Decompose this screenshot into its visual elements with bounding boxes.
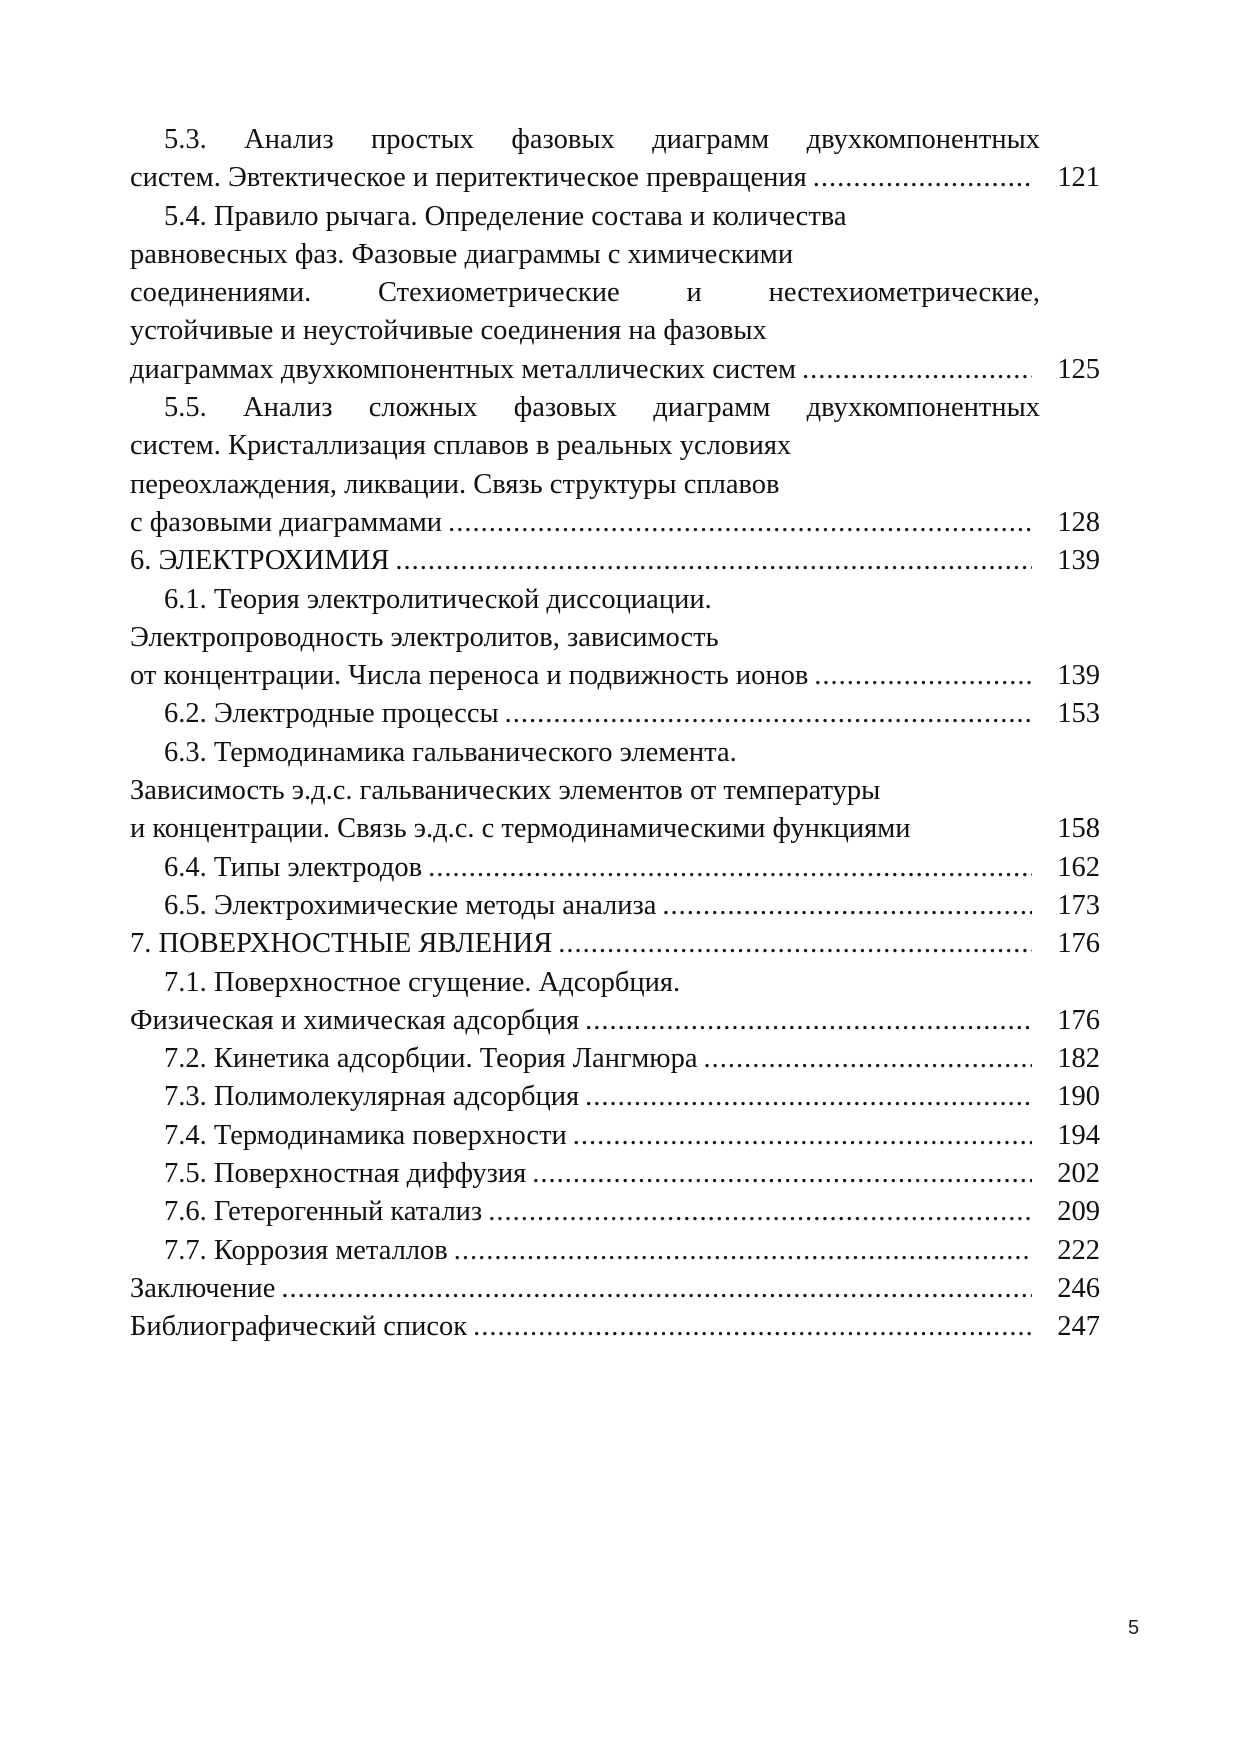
dot-leader bbox=[802, 351, 1032, 389]
toc-text: 6.2. Электродные процессы bbox=[164, 698, 499, 730]
toc-entry-7-4[interactable] bbox=[130, 1117, 1100, 1155]
toc-line bbox=[130, 695, 1100, 733]
toc-line bbox=[130, 351, 1100, 389]
toc-page-number: 162 bbox=[1057, 851, 1100, 883]
table-of-contents bbox=[130, 121, 1100, 1347]
toc-line bbox=[130, 734, 1100, 772]
toc-line bbox=[130, 1270, 1100, 1308]
toc-line bbox=[130, 1117, 1100, 1155]
dot-leader bbox=[488, 1193, 1032, 1231]
toc-text: Заключение bbox=[130, 1272, 276, 1304]
toc-line bbox=[130, 1155, 1100, 1193]
toc-page-number: 153 bbox=[1057, 698, 1100, 730]
toc-entry-7-1[interactable] bbox=[130, 964, 1100, 1041]
toc-text: 7.1. Поверхностное сгущение. Адсорбция. bbox=[164, 966, 681, 998]
dot-leader bbox=[703, 1040, 1032, 1078]
toc-text: 7.4. Термодинамика поверхности bbox=[164, 1119, 567, 1151]
toc-line bbox=[130, 466, 1100, 504]
toc-line bbox=[130, 198, 1100, 236]
toc-line bbox=[130, 964, 1100, 1002]
toc-line bbox=[130, 1232, 1100, 1270]
toc-text: 6.5. Электрохимические методы анализа bbox=[164, 889, 657, 921]
toc-entry-5-5[interactable] bbox=[130, 389, 1100, 542]
toc-line bbox=[130, 389, 1040, 427]
dot-leader bbox=[281, 1270, 1032, 1308]
toc-text: 7.6. Гетерогенный катализ bbox=[164, 1196, 483, 1228]
toc-text: 7.3. Полимолекулярная адсорбция bbox=[164, 1081, 580, 1113]
toc-entry-7-2[interactable] bbox=[130, 1040, 1100, 1078]
toc-page-number: 246 bbox=[1057, 1272, 1100, 1304]
toc-line bbox=[130, 159, 1100, 197]
toc-page-number: 247 bbox=[1057, 1311, 1100, 1343]
toc-page-number: 202 bbox=[1057, 1158, 1100, 1190]
toc-line bbox=[130, 1308, 1100, 1346]
dot-leader bbox=[585, 1002, 1032, 1040]
toc-text: с фазовыми диаграммами bbox=[130, 506, 443, 538]
toc-entry-5-3[interactable] bbox=[130, 121, 1100, 198]
dot-leader bbox=[395, 542, 1032, 580]
toc-entry-7[interactable] bbox=[130, 925, 1100, 963]
toc-line bbox=[130, 657, 1100, 695]
toc-page-number: 182 bbox=[1057, 1043, 1100, 1075]
toc-text: равновесных фаз. Фазовые диаграммы с химическими bbox=[130, 238, 794, 270]
toc-line bbox=[130, 121, 1040, 159]
toc-page-number: 173 bbox=[1057, 889, 1100, 921]
toc-text: и концентрации. Связь э.д.с. с термодинамическими функциями bbox=[130, 813, 911, 845]
toc-line bbox=[130, 619, 1100, 657]
toc-entry-7-7[interactable] bbox=[130, 1232, 1100, 1270]
dot-leader bbox=[813, 159, 1032, 197]
toc-entry-conclusion[interactable] bbox=[130, 1270, 1100, 1308]
toc-entry-5-4[interactable] bbox=[130, 198, 1100, 389]
toc-text: систем. Эвтектическое и перитектическое превращения bbox=[130, 162, 807, 194]
toc-line bbox=[130, 427, 1100, 465]
toc-line bbox=[130, 274, 1040, 312]
toc-entry-7-6[interactable] bbox=[130, 1193, 1100, 1231]
page-number: 5 bbox=[1128, 1617, 1140, 1639]
dot-leader bbox=[662, 887, 1032, 925]
toc-text: 7.5. Поверхностная диффузия bbox=[164, 1158, 527, 1190]
toc-text: переохлаждения, ликвации. Связь структуры сплавов bbox=[130, 468, 780, 500]
dot-leader bbox=[428, 849, 1032, 887]
toc-entry-6[interactable] bbox=[130, 542, 1100, 580]
dot-leader bbox=[454, 1232, 1032, 1270]
dot-leader bbox=[573, 1117, 1032, 1155]
toc-text: Физическая и химическая адсорбция bbox=[130, 1004, 580, 1036]
toc-page-number: 222 bbox=[1057, 1234, 1100, 1266]
toc-line bbox=[130, 1193, 1100, 1231]
toc-page-number: 209 bbox=[1057, 1196, 1100, 1228]
toc-entry-6-1[interactable] bbox=[130, 581, 1100, 696]
toc-page-number: 128 bbox=[1057, 506, 1100, 538]
toc-text: 5.4. Правило рычага. Определение состава и количества bbox=[164, 200, 847, 232]
dot-leader bbox=[505, 695, 1032, 733]
toc-text: 6.1. Теория электролитической диссоциации. bbox=[164, 583, 712, 615]
toc-entry-bibliography[interactable] bbox=[130, 1308, 1100, 1346]
toc-text: 5.5. Анализ сложных фазовых диаграмм двухкомпонентных bbox=[164, 392, 1040, 424]
toc-page-number: 176 bbox=[1057, 928, 1100, 960]
toc-entry-6-5[interactable] bbox=[130, 887, 1100, 925]
toc-line bbox=[130, 1078, 1100, 1116]
toc-entry-7-3[interactable] bbox=[130, 1078, 1100, 1116]
toc-entry-6-3[interactable] bbox=[130, 734, 1100, 849]
toc-page-number: 176 bbox=[1057, 1004, 1100, 1036]
toc-text: 6. ЭЛЕКТРОХИМИЯ bbox=[130, 545, 390, 577]
toc-text: Библиографический список bbox=[130, 1311, 468, 1343]
toc-text: 6.4. Типы электродов bbox=[164, 851, 423, 883]
toc-page-number: 158 bbox=[1057, 813, 1100, 845]
toc-text: соединениями. Стехиометрические и нестехиометрические, bbox=[130, 277, 1040, 309]
toc-line bbox=[130, 1040, 1100, 1078]
toc-text: 7.7. Коррозия металлов bbox=[164, 1234, 448, 1266]
toc-text: устойчивые и неустойчивые соединения на фазовых bbox=[130, 315, 767, 347]
toc-text: диаграммах двухкомпонентных металлических систем bbox=[130, 353, 796, 385]
toc-line bbox=[130, 504, 1100, 542]
toc-line bbox=[130, 849, 1100, 887]
toc-text: Электропроводность электролитов, зависимость bbox=[130, 621, 719, 653]
toc-page-number: 121 bbox=[1057, 162, 1100, 194]
toc-line bbox=[130, 236, 1100, 274]
toc-text: 7. ПОВЕРХНОСТНЫЕ ЯВЛЕНИЯ bbox=[130, 928, 553, 960]
toc-entry-6-2[interactable] bbox=[130, 695, 1100, 733]
dot-leader bbox=[473, 1308, 1032, 1346]
toc-text: от концентрации. Числа переноса и подвижность ионов bbox=[130, 660, 809, 692]
dot-leader bbox=[448, 504, 1032, 542]
toc-text: 5.3. Анализ простых фазовых диаграмм двухкомпонентных bbox=[164, 124, 1040, 155]
toc-page-number: 139 bbox=[1057, 660, 1100, 692]
toc-text: 6.3. Термодинамика гальванического элемента. bbox=[164, 736, 737, 768]
toc-page-number: 190 bbox=[1057, 1081, 1100, 1113]
toc-line bbox=[130, 581, 1100, 619]
toc-line bbox=[130, 772, 1100, 810]
toc-line bbox=[130, 810, 1100, 848]
dot-leader bbox=[532, 1155, 1032, 1193]
toc-line bbox=[130, 925, 1100, 963]
toc-line bbox=[130, 312, 1100, 350]
toc-text: 7.2. Кинетика адсорбции. Теория Лангмюра bbox=[164, 1043, 698, 1075]
toc-line bbox=[130, 887, 1100, 925]
toc-line bbox=[130, 542, 1100, 580]
toc-page-number: 125 bbox=[1057, 353, 1100, 385]
toc-entry-6-4[interactable] bbox=[130, 849, 1100, 887]
toc-text: Зависимость э.д.с. гальванических элементов от температуры bbox=[130, 775, 881, 807]
toc-entry-7-5[interactable] bbox=[130, 1155, 1100, 1193]
toc-text: систем. Кристаллизация сплавов в реальных условиях bbox=[130, 430, 792, 462]
dot-leader bbox=[814, 657, 1032, 695]
dot-leader bbox=[585, 1078, 1032, 1116]
toc-page-number: 139 bbox=[1057, 545, 1100, 577]
toc-page-number: 194 bbox=[1057, 1119, 1100, 1151]
dot-leader bbox=[558, 925, 1032, 963]
toc-line bbox=[130, 1002, 1100, 1040]
